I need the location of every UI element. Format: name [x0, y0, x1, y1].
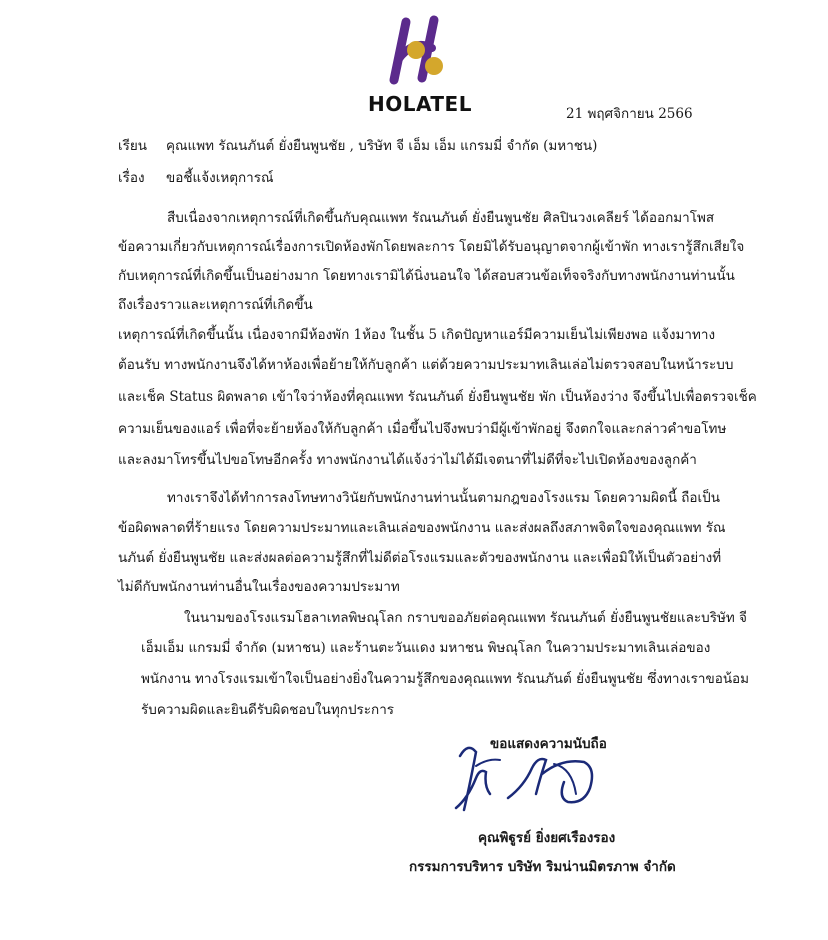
handwritten-signature	[446, 738, 616, 818]
holatel-h-mark-icon	[388, 14, 448, 94]
body-line: สืบเนื่องจากเหตุการณ์ที่เกิดขึ้นกับคุณแพท รัณนภันต์ ยั่งยืนพูนชัย ศิลปินวงเคลียร์ ได้ออกมาโพส	[167, 210, 715, 226]
recipient-value: คุณแพท รัณนภันต์ ยั่งยืนพูนชัย , บริษัท จี เอ็ม เอ็ม แกรมมี่ จำกัด (มหาชน)	[166, 138, 598, 154]
body-line: ทางเราจึงได้ทำการลงโทษทางวินัยกับพนักงานท่านนั้นตามกฎของโรงแรม โดยความผิดนี้ ถือเป็น	[167, 490, 720, 506]
body-line: พนักงาน ทางโรงแรมเข้าใจเป็นอย่างยิ่งในความรู้สึกของคุณแพท รัณนภันต์ ยั่งยืนพูนชัย ซึ่งทางเราขอน้อม	[141, 671, 750, 687]
recipient-row	[118, 134, 718, 154]
closing-phrase: ขอแสดงความนับถือ	[490, 736, 607, 752]
body-line: ถึงเรื่องราวและเหตุการณ์ที่เกิดขึ้น	[118, 297, 313, 313]
body-line: นภันต์ ยั่งยืนพูนชัย และส่งผลต่อความรู้สึกที่ไม่ดีต่อโรงแรมและตัวของพนักงาน และเพื่อมิให้เป็นตัวอย่างที่	[118, 550, 722, 566]
brand-name: HOLATEL	[368, 92, 472, 116]
holatel-logo	[368, 14, 472, 116]
body-line: และเช็ค Status ผิดพลาด เข้าใจว่าห้องที่คุณแพท รัณนภันต์ ยั่งยืนพูนชัย พัก เป็นห้องว่าง จึงขึ้นไปเพื่อตรวจเช็ค	[118, 389, 757, 405]
body-line: ความเย็นของแอร์ เพื่อที่จะย้ายห้องให้กับลูกค้า เมื่อขึ้นไปจึงพบว่ามีผู้เข้าพักอยู่ จึงตกใจและกล่าวคำขอโทษ	[118, 421, 727, 437]
signer-position: กรรมการบริหาร บริษัท ริมน่านมิตรภาพ จำกัด	[409, 859, 676, 875]
body-line: เอ็มเอ็ม แกรมมี่ จำกัด (มหาชน) และร้านตะวันแดง มหาชน พิษณุโลก ในความประมาทเลินเล่อของ	[141, 640, 711, 656]
body-line: รับความผิดและยินดีรับผิดชอบในทุกประการ	[141, 702, 395, 718]
body-line: ไม่ดีกับพนักงานท่านอื่นในเรื่องของความประมาท	[118, 579, 400, 595]
body-line: และลงมาโทรขึ้นไปขอโทษอีกครั้ง ทางพนักงานได้แจ้งว่าไม่ได้มีเจตนาที่ไม่ดีที่จะไปเปิดห้องของลูกค้า	[118, 452, 697, 468]
body-line: ต้อนรับ ทางพนักงานจึงได้หาห้องเพื่อย้ายให้กับลูกค้า แต่ด้วยความประมาทเลินเล่อไม่ตรวจสอบในหน้าระบบ	[118, 357, 734, 373]
body-line: กับเหตุการณ์ที่เกิดขึ้นเป็นอย่างมาก โดยทางเรามิได้นิ่งนอนใจ ได้สอบสวนข้อเท็จจริงกับทางพนักงานท่านนั้น	[118, 268, 735, 284]
subject-label: เรื่อง	[118, 170, 145, 186]
body-line: เหตุการณ์ที่เกิดขึ้นนั้น เนื่องจากมีห้องพัก 1ห้อง ในชั้น 5 เกิดปัญหาแอร์มีความเย็นไม่เพียงพอ แจ้งมาทาง	[118, 327, 716, 343]
subject-value: ขอชี้แจ้งเหตุการณ์	[166, 170, 274, 186]
body-line: ข้อผิดพลาดที่ร้ายแรง โดยความประมาทและเลินเล่อของพนักงาน และส่งผลถึงสภาพจิตใจของคุณแพท รัณ	[118, 520, 726, 536]
recipient-label: เรียน	[118, 138, 148, 154]
body-line: ในนามของโรงแรมโฮลาเทลพิษณุโลก กราบขออภัยต่อคุณแพท รัณนภันต์ ยั่งยืนพูนชัยและบริษัท จี	[184, 610, 747, 626]
subject-row	[118, 166, 718, 186]
body-line: ข้อความเกี่ยวกับเหตุการณ์เรื่องการเปิดห้องพักโดยพละการ โดยมิได้รับอนุญาตจากผู้เข้าพัก ทางเรารู้สึกเสียใจ	[118, 239, 745, 255]
letter-date: 21 พฤศจิกายน 2566	[566, 106, 693, 122]
signer-name: คุณพิฐูรย์ ยิ่งยศเรืองรอง	[478, 830, 616, 846]
